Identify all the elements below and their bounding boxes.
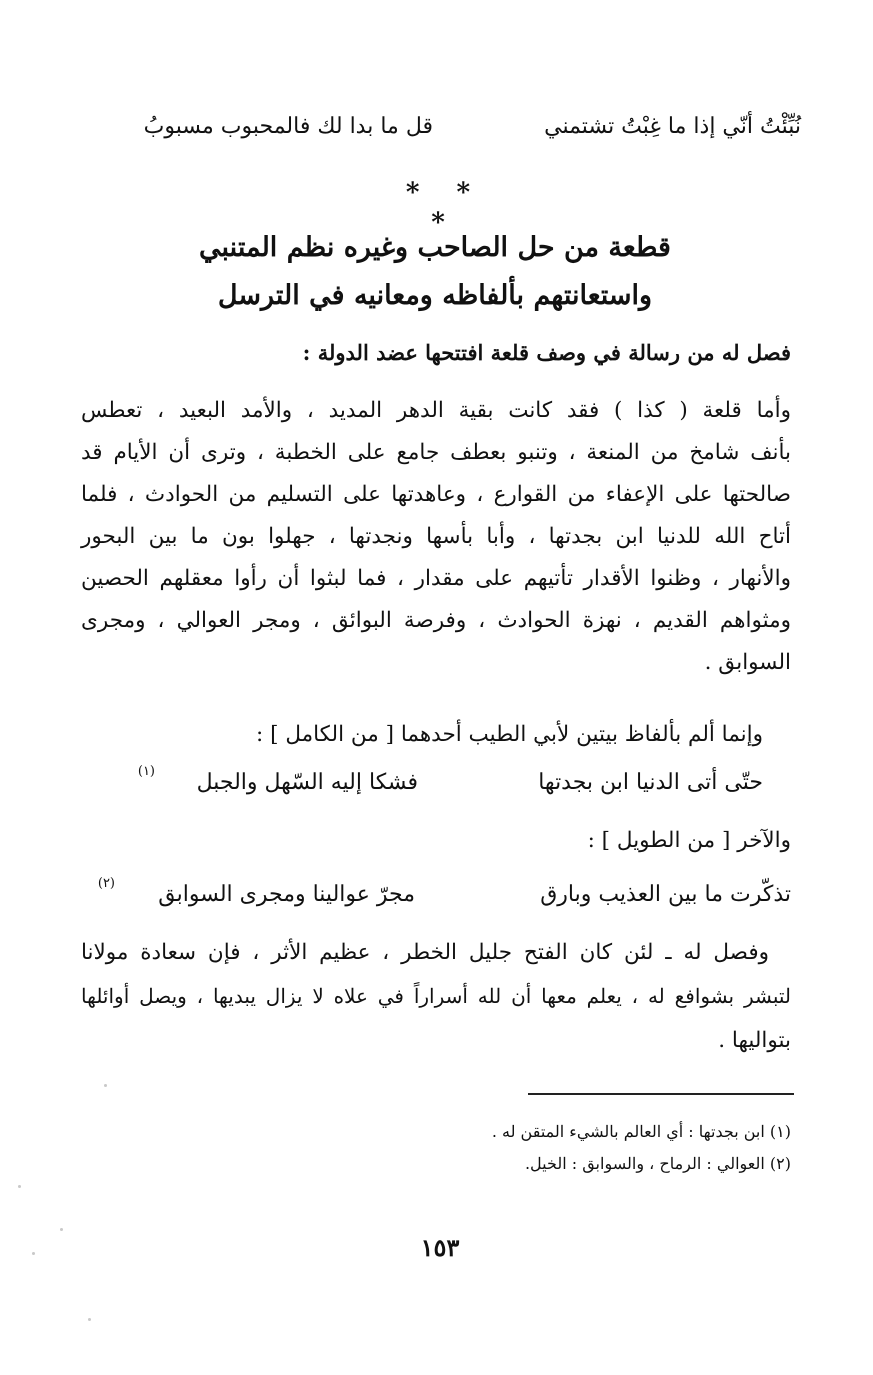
paragraph-line: صالحتها على الإعفاء من القوارع ، وعاهدتها على التسليم من الحوادث ، فلما xyxy=(81,482,791,507)
verse-1-hemistich-2: فشكا إليه السّهل والجبل xyxy=(196,770,418,795)
verse-2 xyxy=(0,876,873,916)
top-verse xyxy=(0,114,873,148)
section-separator: * * * xyxy=(405,178,485,238)
footnote-separator xyxy=(528,1093,794,1095)
paragraph-line: بأنف شامخ من المنعة ، وتنبو بعطف جامع على الخطبة ، وترى أن الأيام قد xyxy=(81,440,791,465)
paragraph-line: السوابق . xyxy=(704,650,791,675)
top-verse-hemistich-2: قل ما بدا لك فالمحبوب مسبوبُ xyxy=(143,114,433,139)
scan-speck xyxy=(18,1185,21,1188)
footnote-1: (١) ابن بجدتها : أي العالم بالشيء المتقن له . xyxy=(491,1122,791,1141)
verse-2-hemistich-1: تذكّرت ما بين العذيب وبارق xyxy=(540,882,791,907)
paragraph-line: وفصل له ـ لئن كان الفتح جليل الخطر ، عظيم الأثر ، فإن سعادة مولانا xyxy=(81,940,769,965)
verse-2-hemistich-2: مجرّ عوالينا ومجرى السوابق xyxy=(158,882,415,907)
paragraph-2 xyxy=(81,940,791,1070)
footnote-2: (٢) العوالي : الرماح ، والسوابق : الخيل. xyxy=(524,1154,791,1173)
footnote-ref-1: (١) xyxy=(137,764,155,779)
verse-2-intro-text: والآخر [ من الطويل ] : xyxy=(587,828,791,853)
paragraph-line: ومثواهم القديم ، نهزة الحوادث ، وفرصة البوائق ، ومجر العوالي ، ومجرى xyxy=(81,608,791,633)
paragraph-line: أتاح الله للدنيا ابن بجدتها ، وأبا بأسها ونجدتها ، جهلوا بون ما بين البحور xyxy=(81,524,791,549)
paragraph-1 xyxy=(81,398,791,708)
scan-speck xyxy=(104,1084,107,1087)
section-title-line-1: قطعة من حل الصاحب وغيره نظم المتنبي xyxy=(199,232,671,263)
footnote-ref-2: (٢) xyxy=(97,876,115,891)
verse-1-hemistich-1: حتّى أتى الدنيا ابن بجدتها xyxy=(538,770,763,795)
verse-intro-text: وإنما ألم بألفاظ بيتين لأبي الطيب أحدهما [ من الكامل ] : xyxy=(256,722,763,747)
intro-line: فصل له من رسالة في وصف قلعة افتتحها عضد الدولة : xyxy=(302,340,791,365)
section-title-line-2: واستعانتهم بألفاظه ومعانيه في الترسل xyxy=(217,280,653,311)
paragraph-line: وأما قلعة ( كذا ) فقد كانت بقية الدهر المديد ، والأمد البعيد ، تعطس xyxy=(81,398,791,423)
scan-speck xyxy=(88,1318,91,1321)
paragraph-line: لتبشر بشوافع له ، يعلم معها أن لله أسراراً في علاه لا يزال يبديها ، ويصل أوائلها xyxy=(81,984,791,1008)
verse-1 xyxy=(0,764,873,804)
paragraph-line: بتواليها . xyxy=(718,1028,791,1053)
scan-speck xyxy=(60,1228,63,1231)
scan-speck xyxy=(32,1252,35,1255)
page-number: ١٥٣ xyxy=(420,1233,460,1262)
paragraph-line: والأنهار ، وظنوا الأقدار تأتيهم على مقدار ، فما لبثوا أن رأوا معقلهم الحصين xyxy=(81,566,791,591)
top-verse-hemistich-1: نُبِّئْتُ أنّي إذا ما غِبْتُ تشتمني xyxy=(544,114,801,139)
